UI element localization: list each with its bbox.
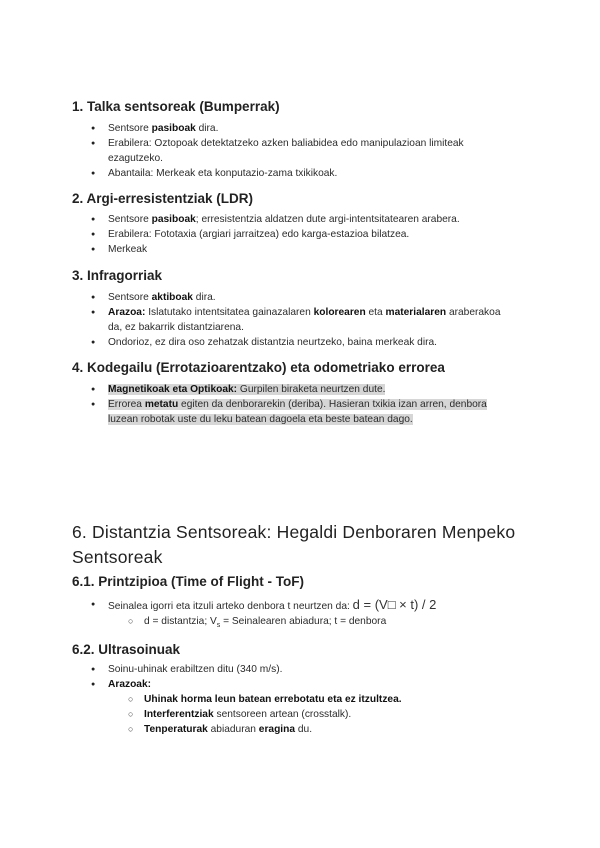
- section-6-2-list: [108, 662, 508, 692]
- list-item: ○ Interferentziak sentsoreen artean (crosstalk).: [144, 707, 514, 722]
- list-item: ● Ondorioz, ez dira oso zehatzak distantzia neurtzeko, baina merkeak dira.: [108, 335, 508, 350]
- list-item: ○ Tenperaturak abiaduran eragina du.: [144, 722, 514, 737]
- list-item: ● Abantaila: Merkeak eta konputazio-zama txikikoak.: [108, 166, 508, 181]
- list-item: ● Seinalea igorri eta itzuli arteko denbora t neurtzen da: d = (V□ × t) / 2: [108, 597, 528, 614]
- section-1-heading: 1. Talka sentsoreak (Bumperrak): [72, 99, 280, 114]
- tof-formula: d = (V□ × t) / 2: [352, 597, 437, 612]
- list-item: ● Magnetikoak eta Optikoak: Gurpilen biraketa neurtzen dute.: [108, 382, 518, 397]
- list-item: ● Erabilera: Oztopoak detektatzeko azken baliabidea edo manipulazioan limiteak ezagutzeko.: [108, 136, 508, 166]
- section-6-1-heading: 6.1. Printzipioa (Time of Flight - ToF): [72, 574, 304, 589]
- list-item: ● Sentsore aktiboak dira.: [108, 290, 508, 305]
- list-item: ● Arazoak:: [108, 677, 508, 692]
- section-1-list: [108, 121, 508, 181]
- section-4-heading: 4. Kodegailu (Errotazioarentzako) eta odometriako errorea: [72, 360, 445, 375]
- list-item: ● Soinu-uhinak erabiltzen ditu (340 m/s).: [108, 662, 508, 677]
- section-3-list: [108, 290, 508, 350]
- section-6-2-sublist: [144, 692, 514, 737]
- list-item: ○ Uhinak horma leun batean errebotatu eta ez itzultzea.: [144, 692, 514, 707]
- section-3-heading: 3. Infragorriak: [72, 268, 163, 283]
- section-6-1-list: [108, 597, 528, 614]
- section-6-2-heading: 6.2. Ultrasoinuak: [72, 642, 181, 657]
- section-2-heading: 2. Argi-erresistentziak (LDR): [72, 191, 254, 206]
- section-2-list: [108, 212, 508, 257]
- list-item: ● Sentsore pasiboak; erresistentzia aldatzen dute argi-intentsitatearen arabera.: [108, 212, 508, 227]
- section-4-list: [108, 382, 518, 427]
- list-item: ● Merkeak: [108, 242, 508, 257]
- list-item: ● Errorea metatu egiten da denborarekin (deriba). Hasieran txikia izan arren, denbora luzean robotak uste du leku batean dagoela eta beste batean dago.: [108, 397, 518, 427]
- list-item: ○ d = distantzia; $V_s$ = Seinalearen abiadura; t = denbora: [144, 614, 514, 633]
- list-item: ● Erabilera: Fototaxia (argiari jarraitzea) edo karga-estazioa bilatzea.: [108, 227, 508, 242]
- list-item: ● Arazoa: Islatutako intentsitatea gainazalaren kolorearen eta materialaren araberakoa da, ez bakarrik distantziarena.: [108, 305, 508, 335]
- section-6-1-sublist: [144, 614, 514, 633]
- list-item: ● Sentsore pasiboak dira.: [108, 121, 508, 136]
- section-6-heading: 6. Distantzia Sentsoreak: Hegaldi Denboraren Menpeko Sentsoreak: [72, 522, 516, 567]
